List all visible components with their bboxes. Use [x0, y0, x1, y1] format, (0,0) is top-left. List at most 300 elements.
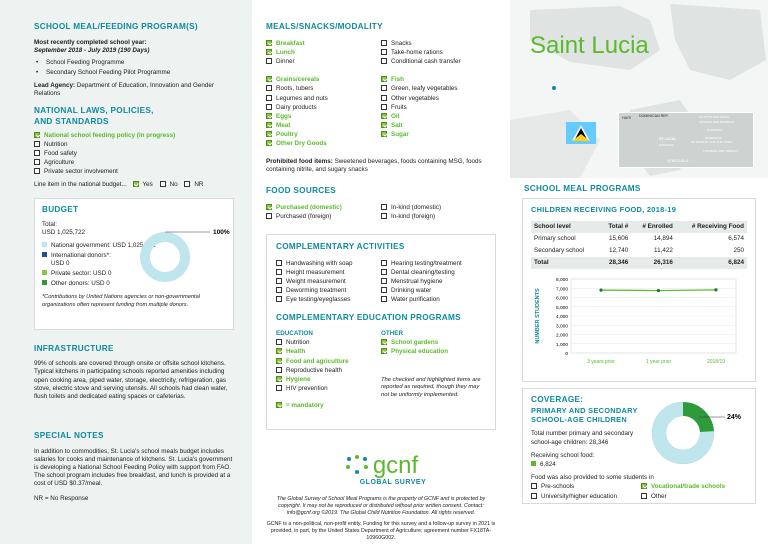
other-list	[381, 339, 486, 356]
col-header: School level	[534, 222, 571, 230]
activity-item	[276, 260, 381, 268]
children-panel	[522, 198, 756, 382]
lead-label: Lead Agency:	[34, 81, 76, 89]
notes-title: SPECIAL NOTES	[34, 431, 104, 441]
budget-item-label: International donors*:	[51, 251, 111, 259]
chart-x-tick: 3 years prior	[587, 359, 615, 366]
meals-left	[266, 39, 381, 68]
food-item	[266, 131, 381, 139]
source-checkbox[interactable]	[381, 213, 387, 219]
activity-item	[381, 269, 486, 277]
year-label: Most recently completed school year:	[34, 38, 147, 46]
edu-item	[276, 339, 381, 347]
activity-item	[381, 260, 486, 268]
gcnf-wordmark: gcnf	[372, 451, 419, 479]
food-checkbox[interactable]	[266, 131, 272, 137]
law-item	[34, 150, 234, 158]
source-checkbox[interactable]	[266, 213, 272, 219]
food-label: Other Dry Goods	[276, 140, 327, 148]
activity-label: Drinking water	[391, 287, 432, 295]
meal-label: Conditional cash transfer	[391, 58, 461, 65]
activity-item	[276, 287, 381, 295]
law-item	[34, 132, 234, 140]
food-item	[266, 76, 381, 84]
law-label: National school feeding policy (in progress)	[44, 131, 176, 139]
meal-label: Take-home rations	[391, 48, 443, 56]
food-label: Green, leafy vegetables	[391, 85, 458, 93]
meal-checkbox[interactable]	[381, 58, 387, 64]
law-label: Food safety	[44, 149, 77, 157]
meal-label: Breakfast	[276, 39, 305, 47]
children-line-chart	[531, 273, 749, 377]
infra-text: 99% of schools are covered through onsite or offsite school kitchens. Typical kitchens in participating schools reported amenities including open cooking area, piped water, storage, electricity, refrigeration, gas stove, electric stove and serving utensils. All schools had clean water, flush toilets and dedicated eating spaces or cafeterias.	[34, 360, 228, 400]
budget-panel	[34, 198, 234, 330]
laws-list	[34, 132, 234, 177]
source-checkbox[interactable]	[266, 204, 272, 210]
map-area	[510, 0, 768, 178]
programme-item: • Secondary School Feeding Pilot Programme	[34, 69, 234, 77]
table-cell: 12,740	[608, 246, 629, 254]
budget-item-value: USD 0	[93, 270, 112, 278]
gcnf-logo-icon	[344, 454, 370, 476]
food-label: Roots, tubers	[276, 85, 314, 93]
food-label: Meat	[276, 122, 291, 130]
chart-point	[657, 289, 660, 292]
meal-checkbox[interactable]	[381, 40, 387, 46]
source-label: Purchased (foreign)	[276, 212, 332, 220]
flag-icon	[566, 122, 596, 144]
foods-left	[266, 75, 381, 149]
prohibited-label: Prohibited food items:	[266, 157, 333, 165]
activity-item	[276, 278, 381, 286]
meal-checkbox[interactable]	[266, 40, 272, 46]
budget-swatch	[42, 252, 47, 257]
comp-note: The checked and highlighted items are reported as required, though they may not be uniformly implemented.	[381, 376, 481, 398]
food-item	[381, 113, 496, 121]
food-label: Sugar	[391, 131, 409, 139]
activity-label: Handwashing with soap	[286, 259, 353, 267]
activity-checkbox[interactable]	[381, 269, 387, 275]
law-item	[34, 141, 234, 149]
coverage-title: COVERAGE:	[531, 395, 584, 404]
activity-item	[381, 278, 486, 286]
table-cell: 6,824	[728, 259, 744, 267]
budget-donut-ring	[145, 237, 185, 277]
mandatory-legend	[276, 402, 381, 410]
coverage-donut	[643, 397, 753, 469]
programme-list	[34, 59, 234, 77]
source-item	[266, 213, 381, 221]
source-item	[266, 204, 381, 212]
meal-item	[381, 49, 496, 57]
chart-y-tick: 3,000	[555, 324, 568, 330]
also-checkbox[interactable]	[641, 483, 647, 489]
food-item	[266, 122, 381, 130]
chart-y-tick: 1,000	[555, 343, 568, 349]
meal-label: Snacks	[391, 39, 412, 47]
country-title: Saint Lucia	[530, 32, 649, 59]
no-checkbox[interactable]	[160, 181, 166, 187]
budget-total-value: USD 1,025,722	[42, 229, 86, 237]
meals-right	[381, 39, 496, 68]
food-label: Salt	[391, 122, 403, 130]
complementary-panel	[266, 234, 496, 430]
receiving-swatch	[531, 461, 536, 466]
activity-checkbox[interactable]	[381, 287, 387, 293]
edu-checkbox[interactable]	[276, 339, 282, 345]
food-item	[381, 131, 496, 139]
table-cell: 14,894	[653, 234, 673, 242]
also-label: University/higher education	[541, 493, 617, 501]
meal-label: Dinner	[276, 58, 295, 65]
budget-swatch	[42, 280, 47, 285]
map-label-antigua: ANTIGUA AND BARBUDA	[699, 120, 735, 124]
budget-item-value: USD 0	[91, 280, 110, 288]
budget-item-value: USD 0	[51, 259, 70, 267]
budget-title: BUDGET	[42, 204, 79, 214]
activity-label: Hearing testing/treatment	[391, 259, 462, 267]
food-label: Fish	[391, 76, 404, 84]
yes-label: Yes	[142, 181, 153, 189]
food-label: Eggs	[276, 112, 292, 120]
chart-y-tick: 5,000	[555, 306, 568, 312]
meal-item	[381, 40, 496, 48]
mandatory-checkbox	[276, 402, 282, 408]
sources-title: FOOD SOURCES	[266, 185, 337, 195]
food-item	[266, 104, 381, 112]
food-checkbox[interactable]	[381, 85, 387, 91]
also-label: Vocational/trade schools	[651, 483, 726, 491]
budget-item-label: Other donors:	[51, 280, 92, 288]
source-label: Purchased (domestic)	[276, 203, 342, 211]
chart-y-tick: 6,000	[555, 296, 568, 302]
food-label: Legumes and nuts	[276, 94, 328, 102]
comp-right	[381, 259, 486, 306]
table-cell: Secondary school	[534, 246, 585, 254]
activity-label: Eye testing/eyeglasses	[286, 296, 351, 304]
chart-y-tick: 4,000	[555, 315, 568, 321]
lead-agency	[34, 82, 234, 98]
map-label-venezuela: VENEZUELA	[667, 159, 689, 163]
food-checkbox[interactable]	[381, 122, 387, 128]
sources-right	[381, 203, 496, 222]
table-cell: 250	[733, 246, 744, 254]
source-label: In-kind (foreign)	[391, 212, 436, 220]
activity-checkbox[interactable]	[381, 296, 387, 302]
coverage-panel	[522, 388, 756, 504]
budget-swatch	[42, 242, 47, 247]
budget-item-label: Private sector:	[51, 270, 93, 278]
table-cell: 26,316	[653, 259, 673, 267]
law-checkbox[interactable]	[34, 141, 40, 147]
food-item	[381, 76, 496, 84]
budget-item-label: National government:	[51, 241, 113, 249]
notes-section	[34, 431, 234, 503]
edu-heading: EDUCATION	[276, 330, 313, 338]
activity-checkbox[interactable]	[381, 260, 387, 266]
food-item	[381, 85, 496, 93]
source-item	[381, 213, 496, 221]
budget-swatch	[42, 270, 47, 275]
law-label: Agriculture	[44, 159, 75, 167]
edu-checkbox[interactable]	[276, 367, 282, 373]
chart-x-tick: 2018/19	[706, 359, 726, 366]
also-checkbox[interactable]	[531, 483, 537, 489]
credits-copyright: The Global Survey of School Meal Programs is the property of GCNF and is protected by copyright. It may not be reproduced or distributed without prior written consent. Contact: info@gcnf.org ©2019. The Global Child Nutrition Foundation. All rights reserved.	[276, 496, 486, 516]
table-row	[531, 245, 747, 257]
meals-title: MEALS/SNACKS/MODALITY	[266, 22, 383, 31]
law-label: Nutrition	[44, 140, 68, 148]
table-cell: 6,574	[728, 234, 744, 242]
budget-footnote: *Contributions by United Nations agencies or non-governmental organizations often represent funding from multiple donors.	[42, 294, 200, 308]
activity-checkbox[interactable]	[381, 278, 387, 284]
also-label: Pre-schools	[541, 483, 575, 491]
gcnf-subtitle: GLOBAL SURVEY	[359, 479, 427, 487]
food-checkbox[interactable]	[381, 113, 387, 119]
nr-checkbox[interactable]	[184, 181, 190, 187]
activity-checkbox[interactable]	[276, 287, 282, 293]
law-checkbox[interactable]	[34, 159, 40, 165]
food-checkbox[interactable]	[266, 95, 272, 101]
food-label: Fruits	[391, 103, 407, 111]
other-item	[381, 348, 486, 356]
activity-checkbox[interactable]	[276, 269, 282, 275]
table-cell: Primary school	[534, 234, 576, 242]
prohibited-value: Sweetened beverages, foods containing MSG, foods containing nitrite, and sugary snacks	[266, 157, 482, 173]
chart-y-tick: 7,000	[555, 287, 568, 293]
table-row	[531, 233, 747, 245]
laws-title	[34, 106, 234, 127]
chart-y-tick: 0	[565, 352, 568, 358]
no-label: No	[169, 181, 178, 189]
left-column	[0, 0, 252, 544]
edu-label: Nutrition	[286, 339, 310, 347]
meal-checkbox[interactable]	[266, 58, 272, 64]
other-checkbox[interactable]	[381, 339, 387, 345]
edu-list	[276, 339, 381, 393]
infra-section	[34, 344, 234, 402]
also-checkbox[interactable]	[641, 493, 647, 499]
food-checkbox[interactable]	[266, 113, 272, 119]
activity-checkbox[interactable]	[276, 278, 282, 284]
yes-checkbox[interactable]	[133, 181, 139, 187]
meal-checkbox[interactable]	[266, 49, 272, 55]
activity-label: Weight measurement	[286, 277, 346, 285]
food-label: Oil	[391, 112, 400, 120]
map-label-haiti: HAITI	[622, 116, 632, 120]
other-checkbox[interactable]	[381, 348, 387, 354]
budget-donut	[135, 219, 235, 283]
food-label: Dairy products	[276, 103, 317, 111]
law-item	[34, 159, 234, 167]
food-item	[381, 104, 496, 112]
law-checkbox[interactable]	[34, 168, 40, 174]
food-checkbox[interactable]	[266, 122, 272, 128]
food-item	[266, 140, 381, 148]
edu-label: HIV prevention	[286, 385, 328, 393]
laws-section	[34, 106, 234, 189]
food-checkbox[interactable]	[381, 131, 387, 137]
activity-label: Height measurement	[286, 268, 345, 276]
prohibited	[266, 158, 496, 174]
activity-item	[381, 296, 486, 304]
map-label-dominica: DOMINICA	[707, 128, 722, 132]
budget-item-value: USD 1,025,722	[112, 241, 156, 249]
right-column	[510, 0, 768, 544]
food-checkbox[interactable]	[266, 76, 272, 82]
edu-title: COMPLEMENTARY EDUCATION PROGRAMS	[276, 313, 461, 323]
budget-line	[34, 181, 234, 189]
meal-item	[381, 58, 496, 66]
other-label: School gardens	[391, 339, 439, 347]
notes-text: In addition to commodities, St. Lucia's school meals budget includes salaries for cooks and maintenance of kitchens. St. Lucia's government is developing a National School Feeding Policy with support from FAO. The school program includes free breakfast, and lunch is provided at a cost of USD $0.37/meal.	[34, 447, 233, 488]
edu-label: Hygiene	[286, 375, 311, 383]
also-item	[641, 483, 759, 491]
edu-item	[276, 348, 381, 356]
laws-title-1: NATIONAL LAWS, POLICIES,	[34, 106, 154, 116]
coverage-subtitle-1: PRIMARY AND SECONDARY	[531, 405, 638, 415]
meal-checkbox[interactable]	[381, 49, 387, 55]
budget-donut-label: 100%	[213, 228, 230, 236]
chart-point	[599, 289, 602, 292]
table-cell: 11,422	[654, 246, 673, 254]
also-item	[531, 493, 641, 501]
comp-grid	[276, 259, 486, 306]
edu-item	[276, 367, 381, 375]
foods-grid	[266, 75, 496, 149]
budget-line-label: Line item in the national budget...	[34, 181, 127, 189]
chart-y-tick: 2,000	[555, 333, 568, 339]
edu-item	[276, 358, 381, 366]
map-label-grenada: GRENADA	[659, 143, 674, 147]
activity-item	[381, 287, 486, 295]
inset-map	[618, 112, 754, 168]
budget-total-label: Total:	[42, 221, 58, 229]
children-title: CHILDREN RECEIVING FOOD, 2018-19	[531, 205, 677, 214]
food-checkbox[interactable]	[266, 140, 272, 146]
col-header: Total #	[608, 222, 629, 230]
edu-label: Food and agriculture	[286, 357, 349, 365]
food-label: Grains/cereals	[276, 76, 320, 84]
activity-label: Deworming treatment	[286, 287, 347, 295]
food-checkbox[interactable]	[266, 85, 272, 91]
edu-item	[276, 385, 381, 393]
table-header-row	[531, 221, 747, 233]
also-label: Other	[651, 493, 667, 501]
meal-item	[266, 40, 381, 48]
infra-title: INFRASTRUCTURE	[34, 343, 114, 353]
edu-label: Health	[286, 348, 306, 356]
edu-checkbox[interactable]	[276, 385, 282, 391]
food-item	[381, 122, 496, 130]
meal-label: Lunch	[276, 48, 295, 56]
edu-grid	[276, 330, 486, 411]
programs-title: SCHOOL MEAL PROGRAMS	[524, 184, 641, 193]
also-checkbox[interactable]	[531, 493, 537, 499]
mandatory-label: = mandatory	[286, 402, 324, 410]
food-checkbox[interactable]	[381, 76, 387, 82]
food-item	[266, 85, 381, 93]
food-item	[266, 113, 381, 121]
activity-label: Dental cleaning/testing	[391, 268, 455, 276]
children-table-body	[531, 233, 747, 270]
sources-grid	[266, 203, 496, 222]
edu-checkbox[interactable]	[276, 348, 282, 354]
activity-checkbox[interactable]	[276, 296, 282, 302]
law-checkbox[interactable]	[34, 150, 40, 156]
middle-column	[252, 0, 510, 544]
laws-title-2: AND STANDARDS	[34, 116, 109, 126]
comp-left	[276, 259, 381, 306]
law-label: Private sector involvement	[44, 168, 118, 176]
also-label: Food was also provided to some students in	[531, 474, 654, 482]
foods-right	[381, 75, 496, 149]
comp-title: COMPLEMENTARY ACTIVITIES	[276, 241, 405, 251]
other-item	[381, 339, 486, 347]
food-item	[266, 95, 381, 103]
coverage-subtitle-2: SCHOOL-AGE CHILDREN	[531, 414, 628, 424]
edu-item	[276, 376, 381, 384]
receiving-value: 6,824	[540, 460, 556, 468]
table-cell: 28,346	[608, 259, 629, 267]
other-heading: OTHER	[381, 330, 404, 338]
activity-item	[276, 296, 381, 304]
year-value: September 2018 - July 2019 (190 Days)	[34, 46, 150, 54]
meals-grid	[266, 39, 496, 68]
law-checkbox[interactable]	[34, 132, 40, 138]
credits-funding: GCNF is a non-political, non-profit entity. Funding for this survey and a follow-up survey in 2021 is provided, in part, by the United States Department of Agriculture; agreement number FX18TA-10960G002.	[266, 520, 496, 541]
also-list	[531, 482, 761, 502]
law-item	[34, 168, 234, 176]
map-label-trinidad: TRINIDAD AND TOBAGO	[703, 149, 738, 153]
table-row	[531, 257, 747, 269]
other-label: Physical education	[391, 348, 449, 356]
food-checkbox[interactable]	[381, 104, 387, 110]
also-item	[641, 493, 759, 501]
gcnf-logo	[266, 450, 496, 487]
coverage-donut-label: 24%	[727, 414, 742, 421]
table-cell: 15,606	[608, 234, 629, 242]
sources-left	[266, 203, 381, 222]
total-primsec: Total number primary and secondary school-age children: 28,346	[531, 430, 634, 446]
activity-checkbox[interactable]	[276, 260, 282, 266]
col-header: # Receiving Food	[691, 222, 744, 230]
meal-section	[34, 22, 234, 98]
map-label-stlucia: ST LUCIA	[659, 137, 676, 141]
edu-label: Reproductive health	[286, 366, 343, 374]
nr-label: NR	[194, 181, 204, 189]
source-checkbox[interactable]	[381, 204, 387, 210]
chart-point	[714, 289, 717, 292]
table-cell: Total	[534, 259, 549, 267]
chart-x-tick: 1 year prior	[645, 359, 672, 366]
food-checkbox[interactable]	[266, 104, 272, 110]
map-label-barbados: BARBADOS	[705, 136, 722, 140]
food-checkbox[interactable]	[381, 95, 387, 101]
food-item	[381, 95, 496, 103]
food-label: Poultry	[276, 131, 298, 139]
edu-checkbox[interactable]	[276, 358, 282, 364]
activity-label: Water purification	[391, 296, 440, 304]
meal-title: SCHOOL MEAL/FEEDING PROGRAM(S)	[34, 22, 198, 31]
activity-item	[276, 269, 381, 277]
receiving-label: Receiving school food:	[531, 451, 595, 459]
activity-label: Menstrual hygiene	[391, 277, 443, 285]
edu-checkbox[interactable]	[276, 376, 282, 382]
map-label-dominican: DOMINICAN REP.	[639, 114, 669, 118]
source-item	[381, 204, 496, 212]
col-header: # Enrolled	[642, 222, 673, 230]
